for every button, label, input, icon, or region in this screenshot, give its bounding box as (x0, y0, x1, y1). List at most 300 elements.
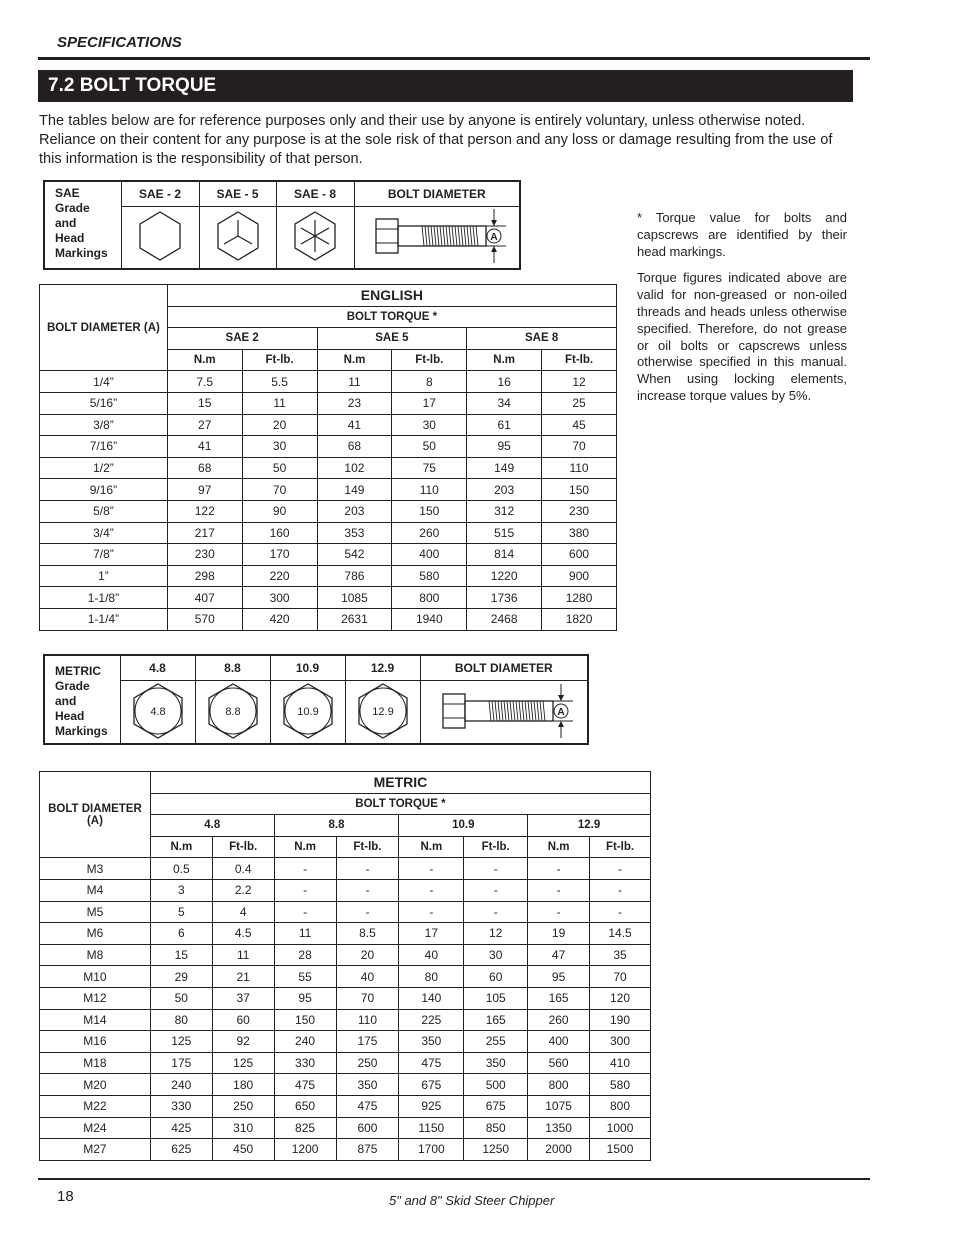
torque-value-cell: 16 (467, 371, 542, 393)
torque-value-cell: 1820 (542, 608, 617, 630)
torque-value-cell: 3 (150, 879, 212, 901)
unit-header: Ft-lb. (590, 836, 651, 858)
torque-value-cell: 8.5 (336, 923, 399, 945)
torque-value-cell: 580 (392, 565, 467, 587)
unit-header: N.m (528, 836, 590, 858)
footer-title: 5" and 8" Skid Steer Chipper (389, 1193, 555, 1208)
bolt-size-cell: M8 (40, 944, 151, 966)
torque-value-cell: 300 (590, 1031, 651, 1053)
torque-value-cell: 1220 (467, 565, 542, 587)
torque-value-cell: 11 (242, 392, 317, 414)
unit-header: N.m (274, 836, 336, 858)
label-line: METRIC (55, 664, 101, 678)
bolt-size-cell: M24 (40, 1117, 151, 1139)
torque-value-cell: 175 (336, 1031, 399, 1053)
torque-value-cell: 350 (464, 1052, 528, 1074)
torque-value-cell: 149 (467, 457, 542, 479)
torque-value-cell: - (590, 901, 651, 923)
torque-value-cell: 1085 (317, 587, 392, 609)
table-row (40, 879, 651, 901)
torque-value-cell: 353 (317, 522, 392, 544)
table-row (40, 608, 617, 630)
torque-value-cell: 175 (150, 1052, 212, 1074)
torque-value-cell: 47 (528, 944, 590, 966)
svg-text:4.8: 4.8 (149, 705, 166, 718)
torque-value-cell: 50 (150, 987, 212, 1009)
torque-value-cell: 149 (317, 479, 392, 501)
torque-value-cell: 70 (336, 987, 399, 1009)
torque-value-cell: 125 (212, 1052, 274, 1074)
label-line: Markings (55, 246, 108, 260)
grade-header: SAE - 5 (199, 181, 276, 207)
torque-value-cell: 1500 (590, 1139, 651, 1161)
torque-value-cell: 40 (399, 944, 464, 966)
system-header: METRIC (150, 772, 650, 794)
torque-note (637, 210, 847, 415)
table-row (40, 858, 651, 880)
torque-value-cell: 800 (528, 1074, 590, 1096)
table-row (40, 1009, 651, 1031)
label-line: Head (55, 231, 85, 245)
torque-value-cell: - (336, 879, 399, 901)
grade-header: SAE 2 (167, 328, 317, 350)
torque-value-cell: 6 (150, 923, 212, 945)
table-row (40, 392, 617, 414)
bolt-size-cell: M14 (40, 1009, 151, 1031)
torque-value-cell: - (399, 858, 464, 880)
torque-value-cell: 1940 (392, 608, 467, 630)
torque-value-cell: 20 (242, 414, 317, 436)
bolt-size-cell: M22 (40, 1095, 151, 1117)
torque-value-cell: - (590, 879, 651, 901)
torque-value-cell: - (528, 901, 590, 923)
torque-value-cell: - (274, 879, 336, 901)
torque-value-cell: 1000 (590, 1117, 651, 1139)
torque-value-cell: 580 (590, 1074, 651, 1096)
torque-value-cell: 225 (399, 1009, 464, 1031)
torque-value-cell: 50 (392, 436, 467, 458)
torque-value-cell: 450 (212, 1139, 274, 1161)
torque-value-cell: 41 (167, 436, 242, 458)
torque-value-cell: 190 (590, 1009, 651, 1031)
label-line: Head (55, 709, 85, 723)
torque-value-cell: 570 (167, 608, 242, 630)
torque-value-cell: 230 (542, 500, 617, 522)
sae-markings-label (44, 181, 121, 269)
torque-value-cell: 7.5 (167, 371, 242, 393)
grade-header: 12.9 (528, 815, 651, 837)
bolt-size-cell: 1/2” (40, 457, 168, 479)
torque-value-cell: 97 (167, 479, 242, 501)
torque-value-cell: 786 (317, 565, 392, 587)
torque-value-cell: 110 (542, 457, 617, 479)
torque-value-cell: 12 (464, 923, 528, 945)
metric-table-body (40, 858, 651, 1160)
torque-value-cell: 180 (212, 1074, 274, 1096)
grade-header: SAE 8 (467, 328, 617, 350)
torque-value-cell: 68 (317, 436, 392, 458)
torque-value-cell: 12 (542, 371, 617, 393)
torque-value-cell: 900 (542, 565, 617, 587)
table-row (40, 522, 617, 544)
torque-value-cell: 110 (336, 1009, 399, 1031)
torque-value-cell: 814 (467, 544, 542, 566)
torque-value-cell: 825 (274, 1117, 336, 1139)
bolt-side-view-icon (362, 207, 512, 265)
unit-header: N.m (150, 836, 212, 858)
torque-value-cell: 600 (542, 544, 617, 566)
torque-value-cell: 300 (242, 587, 317, 609)
torque-value-cell: 4 (212, 901, 274, 923)
torque-value-cell: - (528, 858, 590, 880)
table-row (40, 565, 617, 587)
torque-value-cell: 380 (542, 522, 617, 544)
torque-value-cell: 55 (274, 966, 336, 988)
bolt-size-cell: 5/8” (40, 500, 168, 522)
bolt-size-cell: 1” (40, 565, 168, 587)
torque-value-cell: 165 (464, 1009, 528, 1031)
label-line: Grade (55, 201, 90, 215)
torque-value-cell: 150 (542, 479, 617, 501)
system-header: ENGLISH (167, 285, 616, 307)
torque-value-cell: 120 (590, 987, 651, 1009)
sae-markings-table (43, 180, 521, 270)
torque-value-cell: 400 (392, 544, 467, 566)
torque-value-cell: 1280 (542, 587, 617, 609)
torque-value-cell: 5 (150, 901, 212, 923)
torque-value-cell: 312 (467, 500, 542, 522)
grade-header: SAE 5 (317, 328, 467, 350)
torque-value-cell: 25 (542, 392, 617, 414)
bolt-size-cell: 5/16” (40, 392, 168, 414)
torque-value-cell: 800 (590, 1095, 651, 1117)
sae5-head-icon (214, 210, 262, 262)
torque-value-cell: 15 (167, 392, 242, 414)
torque-value-cell: 70 (590, 966, 651, 988)
table-row (40, 436, 617, 458)
unit-header: Ft-lb. (464, 836, 528, 858)
table-row (40, 544, 617, 566)
torque-value-cell: 2468 (467, 608, 542, 630)
torque-value-cell: 625 (150, 1139, 212, 1161)
bolt-size-cell: 7/16” (40, 436, 168, 458)
torque-value-cell: 92 (212, 1031, 274, 1053)
bolt-size-cell: M4 (40, 879, 151, 901)
bolt-diameter-header: BOLT DIAMETER (354, 181, 520, 207)
label-line: and (55, 216, 77, 230)
table-row (40, 457, 617, 479)
torque-value-cell: 240 (150, 1074, 212, 1096)
unit-header: N.m (467, 349, 542, 371)
grade-8-8-head-icon (205, 682, 261, 740)
torque-value-cell: 350 (336, 1074, 399, 1096)
torque-value-cell: 4.5 (212, 923, 274, 945)
torque-value-cell: 95 (528, 966, 590, 988)
torque-value-cell: 14.5 (590, 923, 651, 945)
grade-header: 10.9 (270, 655, 345, 681)
unit-header: N.m (399, 836, 464, 858)
torque-value-cell: 11 (212, 944, 274, 966)
torque-value-cell: 500 (464, 1074, 528, 1096)
torque-value-cell: 21 (212, 966, 274, 988)
torque-value-cell: 2000 (528, 1139, 590, 1161)
torque-value-cell: 475 (399, 1052, 464, 1074)
torque-value-cell: 150 (274, 1009, 336, 1031)
bolt-size-cell: 1-1/4” (40, 608, 168, 630)
sae2-head-icon (136, 210, 184, 262)
torque-value-cell: 407 (167, 587, 242, 609)
torque-value-cell: 95 (274, 987, 336, 1009)
torque-value-cell: 1075 (528, 1095, 590, 1117)
torque-value-cell: 220 (242, 565, 317, 587)
torque-value-cell: 875 (336, 1139, 399, 1161)
torque-value-cell: 28 (274, 944, 336, 966)
table-row (40, 901, 651, 923)
grade-header: SAE - 8 (276, 181, 354, 207)
torque-value-cell: 37 (212, 987, 274, 1009)
sae8-head-icon (291, 210, 339, 262)
torque-value-cell: 95 (467, 436, 542, 458)
english-table-body (40, 371, 617, 630)
diameter-callout: A (490, 232, 498, 243)
note-paragraph: Torque figures indicated above are valid for non-greased or non-oiled threads and heads unless otherwise specified. Therefore, do not grease or oil bolts or capscrews unless otherwise specified in this manual. When using locking elements, increase torque values by 5%. (637, 270, 847, 403)
bolt-size-cell: M6 (40, 923, 151, 945)
grade-header: SAE - 2 (121, 181, 199, 207)
torque-value-cell: 15 (150, 944, 212, 966)
unit-header: Ft-lb. (242, 349, 317, 371)
torque-value-cell: 30 (464, 944, 528, 966)
torque-value-cell: 35 (590, 944, 651, 966)
table-row (40, 1139, 651, 1161)
unit-header: Ft-lb. (336, 836, 399, 858)
torque-value-cell: 425 (150, 1117, 212, 1139)
table-row (40, 966, 651, 988)
torque-value-cell: 29 (150, 966, 212, 988)
grade-10-9-head-icon (280, 682, 336, 740)
torque-value-cell: 19 (528, 923, 590, 945)
bolt-size-cell: M20 (40, 1074, 151, 1096)
torque-value-cell: 170 (242, 544, 317, 566)
torque-value-cell: 27 (167, 414, 242, 436)
bolt-size-cell: M27 (40, 1139, 151, 1161)
torque-value-cell: 675 (464, 1095, 528, 1117)
torque-value-cell: 675 (399, 1074, 464, 1096)
torque-value-cell: 11 (317, 371, 392, 393)
grade-header: 4.8 (120, 655, 195, 681)
torque-header: BOLT TORQUE * (150, 793, 650, 815)
table-row (40, 479, 617, 501)
bolt-size-cell: 1/4” (40, 371, 168, 393)
torque-value-cell: 11 (274, 923, 336, 945)
diameter-callout: A (557, 706, 565, 718)
torque-value-cell: 250 (212, 1095, 274, 1117)
unit-header: N.m (317, 349, 392, 371)
torque-value-cell: - (274, 858, 336, 880)
running-header: SPECIFICATIONS (57, 34, 182, 51)
torque-value-cell: 650 (274, 1095, 336, 1117)
torque-value-cell: 1736 (467, 587, 542, 609)
torque-value-cell: - (399, 901, 464, 923)
torque-value-cell: 1250 (464, 1139, 528, 1161)
torque-value-cell: 90 (242, 500, 317, 522)
bolt-size-cell: 1-1/8” (40, 587, 168, 609)
torque-value-cell: 34 (467, 392, 542, 414)
torque-value-cell: 122 (167, 500, 242, 522)
grade-header: 10.9 (399, 815, 528, 837)
torque-value-cell: 542 (317, 544, 392, 566)
torque-value-cell: - (336, 901, 399, 923)
torque-value-cell: 260 (392, 522, 467, 544)
table-row (40, 1095, 651, 1117)
torque-value-cell: 420 (242, 608, 317, 630)
bolt-diameter-header: BOLT DIAMETER (420, 655, 588, 681)
table-row (40, 1074, 651, 1096)
torque-value-cell: 165 (528, 987, 590, 1009)
torque-value-cell: 102 (317, 457, 392, 479)
bolt-size-cell: M10 (40, 966, 151, 988)
torque-value-cell: 310 (212, 1117, 274, 1139)
unit-header: Ft-lb. (542, 349, 617, 371)
page-number: 18 (57, 1188, 74, 1205)
torque-value-cell: 255 (464, 1031, 528, 1053)
torque-value-cell: 61 (467, 414, 542, 436)
torque-value-cell: 400 (528, 1031, 590, 1053)
grade-header: 12.9 (345, 655, 420, 681)
bolt-size-cell: 3/8” (40, 414, 168, 436)
bolt-size-cell: M5 (40, 901, 151, 923)
torque-value-cell: 410 (590, 1052, 651, 1074)
bolt-size-cell: 9/16” (40, 479, 168, 501)
torque-value-cell: 105 (464, 987, 528, 1009)
torque-value-cell: 2.2 (212, 879, 274, 901)
torque-value-cell: 600 (336, 1117, 399, 1139)
bolt-size-cell: M18 (40, 1052, 151, 1074)
unit-header: Ft-lb. (392, 349, 467, 371)
torque-value-cell: 1350 (528, 1117, 590, 1139)
torque-value-cell: 30 (242, 436, 317, 458)
row-header: BOLT DIAMETER (A) (40, 772, 151, 858)
torque-value-cell: - (399, 879, 464, 901)
row-header: BOLT DIAMETER (A) (40, 285, 168, 371)
note-paragraph: * Torque value for bolts and capscrews are identified by their head markings. (637, 210, 847, 259)
grade-4-8-head-icon (130, 682, 186, 740)
label-line: Grade (55, 679, 90, 693)
torque-value-cell: - (464, 879, 528, 901)
grade-header: 4.8 (150, 815, 274, 837)
torque-value-cell: 20 (336, 944, 399, 966)
table-row (40, 587, 617, 609)
torque-value-cell: 80 (150, 1009, 212, 1031)
torque-value-cell: 330 (150, 1095, 212, 1117)
bolt-side-view-icon (429, 682, 579, 740)
torque-value-cell: 70 (542, 436, 617, 458)
table-row (40, 923, 651, 945)
footer-rule (38, 1178, 870, 1180)
table-row (40, 500, 617, 522)
torque-value-cell: 45 (542, 414, 617, 436)
torque-value-cell: 203 (467, 479, 542, 501)
metric-torque-table (39, 771, 651, 1161)
torque-value-cell: - (336, 858, 399, 880)
torque-value-cell: 125 (150, 1031, 212, 1053)
bolt-size-cell: M12 (40, 987, 151, 1009)
torque-value-cell: - (464, 901, 528, 923)
torque-value-cell: 140 (399, 987, 464, 1009)
torque-value-cell: 515 (467, 522, 542, 544)
torque-value-cell: 23 (317, 392, 392, 414)
metric-markings-table (43, 654, 589, 745)
torque-value-cell: 2631 (317, 608, 392, 630)
bolt-size-cell: 3/4” (40, 522, 168, 544)
table-row (40, 1052, 651, 1074)
torque-value-cell: 350 (399, 1031, 464, 1053)
torque-value-cell: 1200 (274, 1139, 336, 1161)
svg-text:12.9: 12.9 (371, 705, 394, 718)
torque-value-cell: 925 (399, 1095, 464, 1117)
torque-value-cell: 41 (317, 414, 392, 436)
table-row (40, 944, 651, 966)
torque-value-cell: 0.5 (150, 858, 212, 880)
torque-value-cell: 150 (392, 500, 467, 522)
torque-value-cell: 80 (399, 966, 464, 988)
torque-value-cell: 217 (167, 522, 242, 544)
torque-value-cell: 160 (242, 522, 317, 544)
torque-value-cell: 1150 (399, 1117, 464, 1139)
torque-value-cell: 560 (528, 1052, 590, 1074)
torque-value-cell: 800 (392, 587, 467, 609)
torque-value-cell: 17 (399, 923, 464, 945)
torque-value-cell: 230 (167, 544, 242, 566)
torque-value-cell: - (590, 858, 651, 880)
torque-value-cell: 75 (392, 457, 467, 479)
grade-header: 8.8 (274, 815, 399, 837)
table-row (40, 1031, 651, 1053)
table-row (40, 987, 651, 1009)
torque-header: BOLT TORQUE * (167, 306, 616, 328)
torque-value-cell: 0.4 (212, 858, 274, 880)
torque-value-cell: 475 (336, 1095, 399, 1117)
torque-value-cell: 5.5 (242, 371, 317, 393)
torque-value-cell: 110 (392, 479, 467, 501)
table-row (40, 1117, 651, 1139)
label-line: Markings (55, 724, 108, 738)
svg-text:10.9: 10.9 (296, 705, 319, 718)
svg-text:8.8: 8.8 (224, 705, 241, 718)
bolt-size-cell: 7/8” (40, 544, 168, 566)
torque-value-cell: 68 (167, 457, 242, 479)
bolt-size-cell: M3 (40, 858, 151, 880)
torque-value-cell: 60 (212, 1009, 274, 1031)
torque-value-cell: 203 (317, 500, 392, 522)
label-line: SAE (55, 186, 80, 200)
torque-value-cell: 8 (392, 371, 467, 393)
torque-value-cell: 1700 (399, 1139, 464, 1161)
bolt-size-cell: M16 (40, 1031, 151, 1053)
torque-value-cell: 298 (167, 565, 242, 587)
torque-value-cell: - (528, 879, 590, 901)
intro-paragraph: The tables below are for reference purposes only and their use by anyone is entirely voluntary, unless otherwise noted. Reliance on their content for any purpose is at the sole risk of that person and any loss or damage resulting from the use of this information is the responsibility of that person. (39, 113, 833, 167)
torque-value-cell: 260 (528, 1009, 590, 1031)
unit-header: Ft-lb. (212, 836, 274, 858)
metric-markings-label (44, 655, 120, 744)
header-rule (38, 57, 870, 60)
torque-value-cell: 70 (242, 479, 317, 501)
unit-header: N.m (167, 349, 242, 371)
torque-value-cell: 330 (274, 1052, 336, 1074)
torque-value-cell: 30 (392, 414, 467, 436)
label-line: and (55, 694, 77, 708)
grade-header: 8.8 (195, 655, 270, 681)
